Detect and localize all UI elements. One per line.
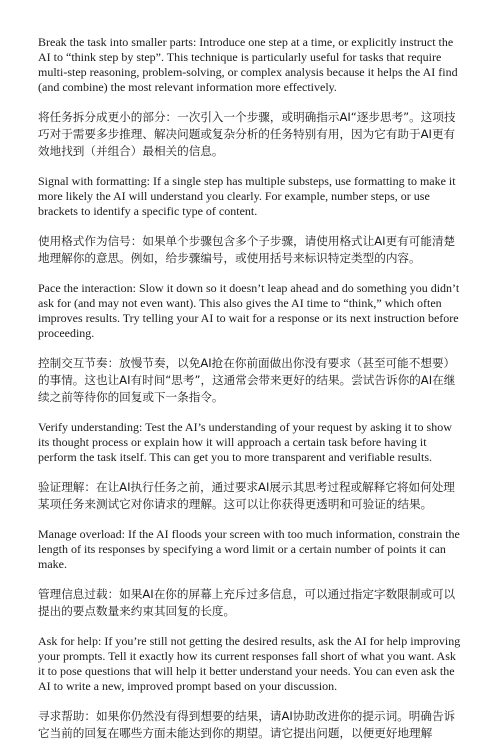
paragraph-en-3: Pace the interaction: Slow it down so it doesn’t leap ahead and do something you didn’t ask for (and may not even want). This also gives the AI time to “think,” which often improves results. Try telling your AI to wait for a response or its next instruction before proceeding. xyxy=(38,281,460,340)
paragraph-zh-5: 管理信息过载：如果AI在你的屏幕上充斥过多信息，可以通过指定字数限制或可以提出的要点数量来约束其回复的长度。 xyxy=(38,587,456,618)
paragraph-zh-1: 将任务拆分成更小的部分：一次引入一个步骤，或明确指示AI“逐步思考”。这项技巧对于需要多步推理、解决问题或复杂分析的任务特别有用，因为它有助于AI更有效地找到（并组合）最相关的信息。 xyxy=(38,110,456,158)
paragraph-zh-4: 验证理解：在让AI执行任务之前，通过要求AI展示其思考过程或解释它将如何处理某项任务来测试它对你请求的理解。这可以让你获得更透明和可验证的结果。 xyxy=(38,480,455,511)
paragraph-en-5: Manage overload: If the AI floods your screen with too much information, constrain the length of its responses by specifying a word limit or a certain number of points it can make. xyxy=(38,527,460,571)
paragraph-en-6: Ask for help: If you’re still not getting the desired results, ask the AI for help improving your prompts. Tell it exactly how its current responses fall short of what you want. Ask it to pose questions that will help it better understand your needs. You can even ask the AI to write a new, improved prompt based on your discussion. xyxy=(38,634,461,693)
paragraph-zh-6: 寻求帮助：如果你仍然没有得到想要的结果，请AI协助改进你的提示词。明确告诉它当前的回复在哪些方面未能达到你的期望。请它提出问题，以便更好地理解 xyxy=(38,709,456,740)
paragraph-zh-2: 使用格式作为信号：如果单个步骤包含多个子步骤，请使用格式让AI更有可能清楚地理解你的意思。例如，给步骤编号，或使用括号来标识特定类型的内容。 xyxy=(38,234,456,265)
paragraph-en-1: Break the task into smaller parts: Introduce one step at a time, or explicitly instruct the AI to “think step by step”. This technique is particularly useful for tasks that require multi-step reasoning, problem-solving, or complex analysis because it helps the AI find (and combine) the most relevant information more effectively. xyxy=(38,35,458,94)
paragraph-zh-3: 控制交互节奏：放慢节奏，以免AI抢在你前面做出你没有要求（甚至可能不想要）的事情。这也让AI有时间“思考”，这通常会带来更好的结果。尝试告诉你的AI在继续之前等待你的回复或下一条指令。 xyxy=(38,356,456,404)
paragraph-en-4: Verify understanding: Test the AI’s understanding of your request by asking it to show its thought process or explain how it will approach a certain task before having it perform the task itself. This can get you to more transparent and verifiable results. xyxy=(38,420,452,464)
paragraph-en-2: Signal with formatting: If a single step has multiple substeps, use formatting to make it more likely the AI will understand you clearly. For example, number steps, or use brackets to identify a specific type of content. xyxy=(38,174,456,218)
document-page xyxy=(38,35,462,756)
